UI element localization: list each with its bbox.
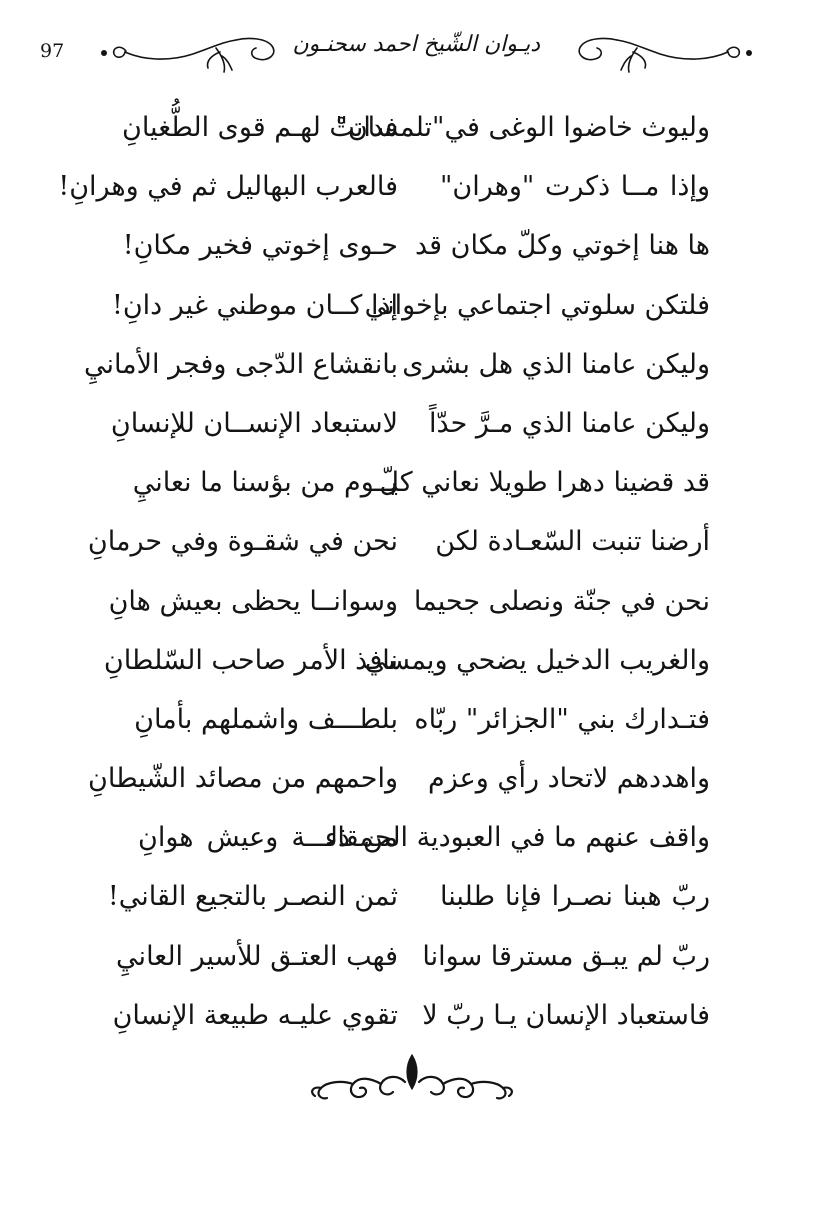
- verse-1: [120, 100, 710, 159]
- verse-13-second-hemistich: من ذلـــة وعيش هوانِ: [138, 822, 398, 854]
- verse-10: [103, 633, 710, 692]
- verse-4-second-hemistich: إذا كــان موطني غير دانِ!: [111, 289, 398, 321]
- verse-9: [108, 574, 710, 633]
- verse-5: [83, 337, 710, 396]
- right-flourish-icon: [570, 26, 755, 76]
- poem: [58, 100, 710, 1047]
- verse-3: [120, 218, 710, 277]
- verse-8-first-hemistich: أرضنا تنبت السّعـادة لكن: [435, 526, 710, 558]
- verse-12-second-hemistich: واحمهم من مصائد الشّيطانِ: [88, 763, 398, 795]
- verse-2-second-hemistich: فالعرب البهاليل ثم في وهرانِ!: [58, 171, 398, 203]
- closing-ornament-icon: [305, 1048, 520, 1108]
- verse-8-second-hemistich: نحن في شقـوة وفي حرمانِ: [87, 526, 398, 558]
- verse-2-first-hemistich: وإذا مــا ذكرت "وهران": [440, 171, 710, 203]
- verse-9-second-hemistich: وسوانــا يحظى بعيش هانِ: [108, 585, 398, 617]
- verse-3-second-hemistich: حـوى إخوتي فخير مكانِ!: [122, 230, 398, 262]
- verse-15-first-hemistich: ربّ لم يبـق مسترقا سوانا: [422, 940, 710, 972]
- verse-15-second-hemistich: فهب العتـق للأسير العانيِ: [116, 940, 398, 972]
- verse-7-first-hemistich: قد قضينا دهرا طويلا نعاني كلّ: [379, 467, 710, 499]
- page-number: 97: [40, 40, 65, 62]
- verse-8: [87, 514, 710, 573]
- verse-6-first-hemistich: وليكن عامنا الذي مـرَّ حدّاً: [428, 407, 710, 439]
- verse-4-first-hemistich: فلتكن سلوتي اجتماعي بإخواني: [364, 289, 710, 321]
- verse-2: [58, 159, 710, 218]
- verse-4: [111, 278, 710, 337]
- verse-5-second-hemistich: بانقشاع الدّجى وفجر الأمانيِ: [83, 348, 398, 380]
- verse-11-first-hemistich: فتـدارك بني "الجزائر" ربّاه: [414, 703, 710, 735]
- verse-3-first-hemistich: ها هنا إخوتي وكلّ مكان قد: [415, 230, 710, 262]
- verse-13: [120, 810, 710, 869]
- verse-13-first-hemistich: واقف عنهم ما في العبودية الحمقاء: [324, 822, 710, 854]
- left-flourish-icon: [98, 26, 283, 76]
- verse-10-first-hemistich: والغريب الدخيل يضحي ويمسي: [364, 644, 710, 676]
- verse-14-second-hemistich: ثمن النصـر بالتجيع القاني!: [107, 881, 398, 913]
- running-title: ديـوان الشّيخ احمد سحنـون: [292, 32, 540, 57]
- verse-12-first-hemistich: واهددهم لاتحاد رأي وعزم: [428, 763, 710, 795]
- verse-7: [120, 455, 710, 514]
- verse-10-second-hemistich: نافذ الأمر صاحب السّلطانِ: [103, 644, 398, 676]
- verse-12: [88, 751, 710, 810]
- verse-1-second-hemistich: فدانتْ لهـم قوى الطُّغيانِ: [122, 112, 398, 143]
- verse-7-second-hemistich: يــوم من بؤسنا ما نعانيِ: [132, 467, 398, 499]
- verse-11-second-hemistich: بلطـــف واشملهم بأمانِ: [134, 703, 398, 735]
- verse-16-first-hemistich: فاستعباد الإنسان يـا ربّ لا: [422, 999, 710, 1031]
- verse-6: [110, 396, 710, 455]
- verse-9-first-hemistich: نحن في جنّة ونصلى جحيما: [413, 585, 710, 617]
- verse-11: [120, 692, 710, 751]
- verse-1-first-hemistich: وليوث خاضوا الوغى في"تلمسان": [335, 112, 710, 143]
- verse-5-first-hemistich: وليكن عامنا الذي هل بشرى: [402, 348, 710, 380]
- verse-16: [112, 988, 710, 1047]
- verse-14-first-hemistich: ربّ هبنا نصـرا فإنا طلبنا: [440, 881, 710, 913]
- verse-6-second-hemistich: لاستبعاد الإنســان للإنسانِ: [110, 407, 398, 439]
- page-header: [0, 18, 822, 78]
- verse-16-second-hemistich: تقوي عليـه طبيعة الإنسانِ: [112, 999, 398, 1031]
- verse-14: [107, 869, 710, 928]
- verse-15: [116, 929, 710, 988]
